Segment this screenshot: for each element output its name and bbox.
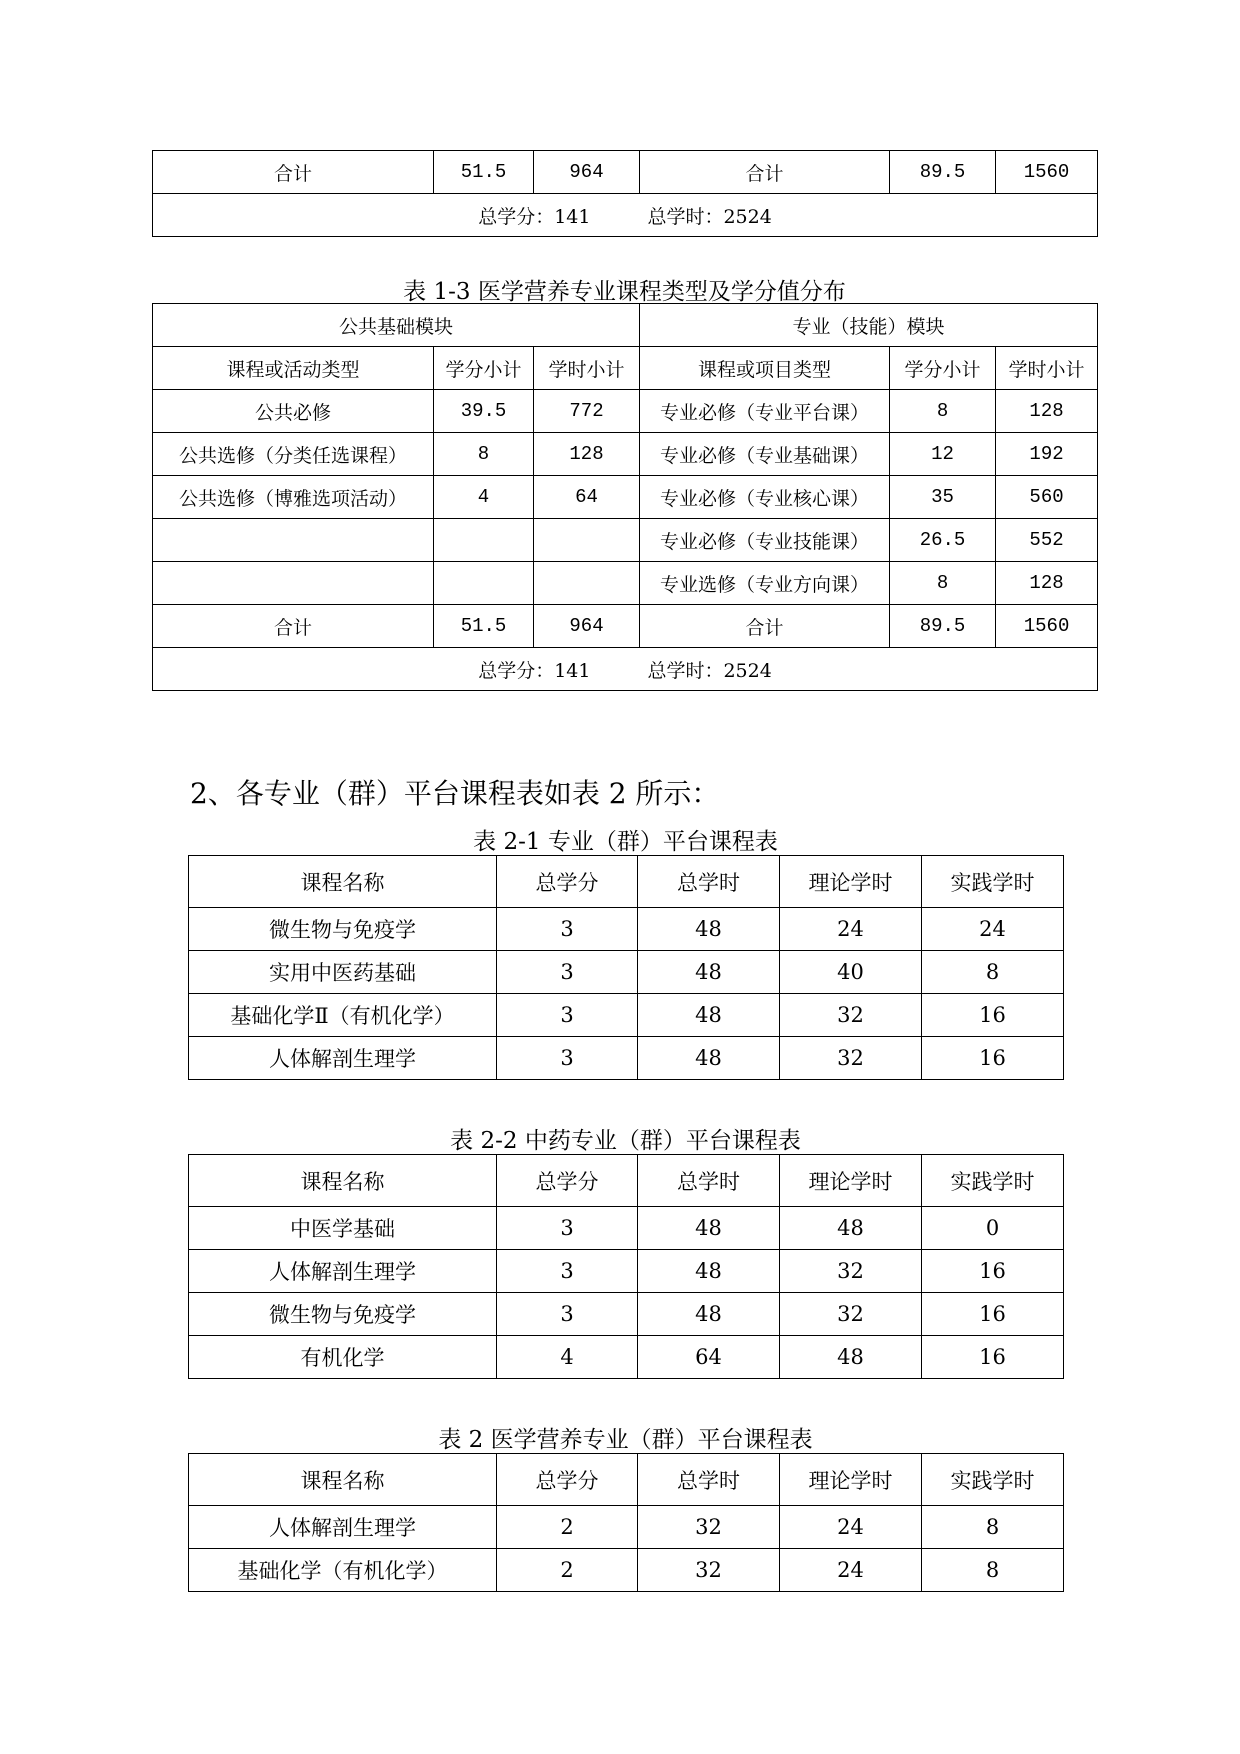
practice-hours: 16 [922, 1293, 1064, 1336]
total-credits: 3 [497, 994, 638, 1037]
column-header: 总学时 [638, 1454, 780, 1506]
left-module-header: 公共基础模块 [153, 304, 640, 347]
table-row [189, 1549, 1064, 1592]
table-row [189, 1336, 1064, 1379]
practice-hours: 16 [922, 1037, 1064, 1080]
course-name: 基础化学Ⅱ（有机化学） [189, 994, 497, 1037]
course-name: 人体解剖生理学 [189, 1250, 497, 1293]
column-header: 课程名称 [189, 1155, 497, 1207]
table-row [189, 1207, 1064, 1250]
grand-total-row [153, 194, 1098, 237]
course-type: 公共选修（博雅选项活动） [153, 476, 434, 519]
column-header-row [153, 347, 1098, 390]
course-name: 实用中医药基础 [189, 951, 497, 994]
course-name: 有机化学 [189, 1336, 497, 1379]
total-credits: 89.5 [890, 605, 996, 648]
credits: 8 [434, 433, 534, 476]
module-header-row [153, 304, 1098, 347]
course-name: 人体解剖生理学 [189, 1506, 497, 1549]
table-2-2-caption: 表 2-2 中药专业（群）平台课程表 [450, 1128, 801, 1154]
table-row [153, 476, 1098, 519]
table-row [189, 1250, 1064, 1293]
column-header: 课程名称 [189, 856, 497, 908]
theory-hours: 32 [780, 1293, 922, 1336]
column-header: 实践学时 [922, 1155, 1064, 1207]
table-1-3-caption: 表 1-3 医学营养专业课程类型及学分值分布 [403, 279, 846, 305]
table-row [189, 994, 1064, 1037]
column-header: 学分小计 [890, 347, 996, 390]
credits: 12 [890, 433, 996, 476]
column-header: 实践学时 [922, 1454, 1064, 1506]
course-type: 公共必修 [153, 390, 434, 433]
grand-total: 总学分：141 总学时：2524 [153, 648, 1098, 691]
total-credits: 51.5 [434, 605, 534, 648]
hours [534, 562, 640, 605]
theory-hours: 48 [780, 1207, 922, 1250]
course-type: 公共选修（分类任选课程） [153, 433, 434, 476]
total-hours: 1560 [996, 151, 1098, 194]
grand-total-row [153, 648, 1098, 691]
total-hours: 48 [638, 1293, 780, 1336]
hours: 128 [996, 562, 1098, 605]
column-header: 学时小计 [534, 347, 640, 390]
table-row [189, 1506, 1064, 1549]
practice-hours: 16 [922, 994, 1064, 1037]
hours [534, 519, 640, 562]
table-row [153, 390, 1098, 433]
total-hours: 1560 [996, 605, 1098, 648]
credits: 8 [890, 562, 996, 605]
total-credits: 4 [497, 1336, 638, 1379]
column-header: 学分小计 [434, 347, 534, 390]
table-2-1-caption: 表 2-1 专业（群）平台课程表 [473, 829, 778, 855]
column-header-row [189, 1454, 1064, 1506]
hours: 128 [996, 390, 1098, 433]
table-1-3 [152, 303, 1098, 691]
course-name: 微生物与免疫学 [189, 1293, 497, 1336]
theory-hours: 32 [780, 994, 922, 1037]
course-type: 专业必修（专业核心课） [640, 476, 890, 519]
practice-hours: 0 [922, 1207, 1064, 1250]
theory-hours: 24 [780, 908, 922, 951]
credits: 4 [434, 476, 534, 519]
column-header: 课程或活动类型 [153, 347, 434, 390]
table-2-2 [188, 1154, 1064, 1379]
top-totals-table [152, 150, 1098, 237]
table-row [189, 908, 1064, 951]
total-hours: 48 [638, 994, 780, 1037]
column-header: 总学分 [497, 1454, 638, 1506]
theory-hours: 24 [780, 1506, 922, 1549]
total-credits: 3 [497, 1293, 638, 1336]
table-2-caption: 表 2 医学营养专业（群）平台课程表 [438, 1427, 813, 1453]
practice-hours: 16 [922, 1250, 1064, 1293]
total-credits: 3 [497, 908, 638, 951]
table-row [189, 1037, 1064, 1080]
table-row [153, 562, 1098, 605]
credits: 35 [890, 476, 996, 519]
course-name: 人体解剖生理学 [189, 1037, 497, 1080]
total-hours: 48 [638, 1250, 780, 1293]
hours: 192 [996, 433, 1098, 476]
total-hours: 48 [638, 1037, 780, 1080]
course-type [153, 562, 434, 605]
table-row [189, 1293, 1064, 1336]
right-module-header: 专业（技能）模块 [640, 304, 1098, 347]
credits [434, 519, 534, 562]
credits: 26.5 [890, 519, 996, 562]
column-header: 课程或项目类型 [640, 347, 890, 390]
total-hours: 964 [534, 605, 640, 648]
total-hours: 48 [638, 951, 780, 994]
course-name: 基础化学（有机化学） [189, 1549, 497, 1592]
column-header: 理论学时 [780, 856, 922, 908]
course-type [153, 519, 434, 562]
column-header: 理论学时 [780, 1155, 922, 1207]
total-credits: 51.5 [434, 151, 534, 194]
total-hours: 32 [638, 1549, 780, 1592]
column-header: 总学时 [638, 856, 780, 908]
total-label: 合计 [153, 605, 434, 648]
credits: 39.5 [434, 390, 534, 433]
course-type: 专业选修（专业方向课） [640, 562, 890, 605]
hours: 552 [996, 519, 1098, 562]
total-label: 合计 [153, 151, 434, 194]
table-row [153, 519, 1098, 562]
total-credits: 3 [497, 1207, 638, 1250]
practice-hours: 16 [922, 1336, 1064, 1379]
practice-hours: 8 [922, 1506, 1064, 1549]
total-hours: 964 [534, 151, 640, 194]
total-hours: 32 [638, 1506, 780, 1549]
column-header: 实践学时 [922, 856, 1064, 908]
column-header: 理论学时 [780, 1454, 922, 1506]
course-type: 专业必修（专业基础课） [640, 433, 890, 476]
table-row [153, 433, 1098, 476]
grand-total: 总学分：141 总学时：2524 [153, 194, 1098, 237]
hours: 772 [534, 390, 640, 433]
credits [434, 562, 534, 605]
hours: 64 [534, 476, 640, 519]
theory-hours: 48 [780, 1336, 922, 1379]
hours: 560 [996, 476, 1098, 519]
total-credits: 2 [497, 1506, 638, 1549]
column-header: 总学分 [497, 856, 638, 908]
total-credits: 3 [497, 1037, 638, 1080]
total-credits: 3 [497, 1250, 638, 1293]
totals-row [153, 605, 1098, 648]
course-type: 专业必修（专业平台课） [640, 390, 890, 433]
total-hours: 48 [638, 908, 780, 951]
practice-hours: 8 [922, 1549, 1064, 1592]
column-header: 学时小计 [996, 347, 1098, 390]
column-header: 总学分 [497, 1155, 638, 1207]
table-2-1 [188, 855, 1064, 1080]
column-header: 课程名称 [189, 1454, 497, 1506]
practice-hours: 24 [922, 908, 1064, 951]
course-type: 专业必修（专业技能课） [640, 519, 890, 562]
total-label: 合计 [640, 605, 890, 648]
total-credits: 89.5 [890, 151, 996, 194]
hours: 128 [534, 433, 640, 476]
course-name: 中医学基础 [189, 1207, 497, 1250]
theory-hours: 40 [780, 951, 922, 994]
table-row [189, 951, 1064, 994]
totals-row [153, 151, 1098, 194]
column-header: 总学时 [638, 1155, 780, 1207]
column-header-row [189, 856, 1064, 908]
theory-hours: 24 [780, 1549, 922, 1592]
column-header-row [189, 1155, 1064, 1207]
total-credits: 2 [497, 1549, 638, 1592]
total-label: 合计 [640, 151, 890, 194]
total-hours: 48 [638, 1207, 780, 1250]
total-hours: 64 [638, 1336, 780, 1379]
section-heading: 2、各专业（群）平台课程表如表 2 所示： [190, 777, 720, 810]
table-2 [188, 1453, 1064, 1592]
credits: 8 [890, 390, 996, 433]
practice-hours: 8 [922, 951, 1064, 994]
total-credits: 3 [497, 951, 638, 994]
theory-hours: 32 [780, 1037, 922, 1080]
course-name: 微生物与免疫学 [189, 908, 497, 951]
theory-hours: 32 [780, 1250, 922, 1293]
